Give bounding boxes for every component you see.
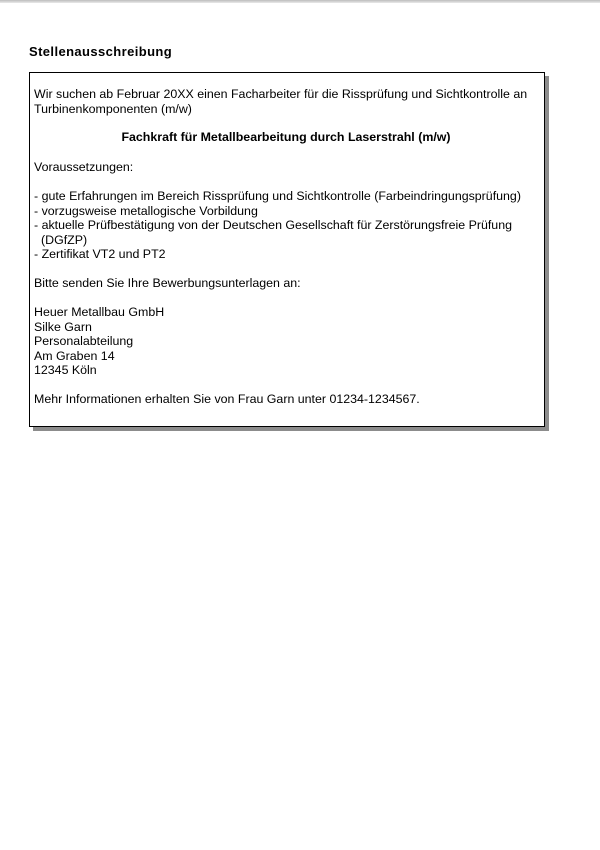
address-city: 12345 Köln — [34, 363, 97, 377]
address-company: Heuer Metallbau GmbH — [34, 305, 165, 319]
job-ad-box — [29, 72, 545, 427]
requirement-item: - vorzugsweise metallogische Vorbildung — [34, 203, 258, 218]
job-title: Fachkraft für Metallbearbeitung durch Laserstrahl (m/w) — [121, 130, 451, 144]
requirement-item: - aktuelle Prüfbestätigung von der Deutschen Gesellschaft für Zerstörungsfreie Prüfung — [34, 218, 512, 232]
requirement-item: - Zertifikat VT2 und PT2 — [34, 247, 166, 261]
requirement-item: - gute Erfahrungen im Bereich Rissprüfung und Sichtkontrolle (Farbeindringungsprüfung) — [34, 189, 521, 203]
address-contact: Silke Garn — [34, 319, 92, 334]
send-application-label: Bitte senden Sie Ihre Bewerbungsunterlagen an: — [34, 275, 301, 290]
address-street: Am Graben 14 — [34, 348, 115, 363]
address-department: Personalabteilung — [34, 334, 134, 348]
requirements-label: Voraussetzungen: — [34, 159, 134, 174]
page-top-edge — [0, 0, 600, 3]
requirement-item-continuation: (DGfZP) — [41, 232, 88, 247]
address-block — [34, 305, 538, 378]
requirements-list — [34, 189, 538, 262]
document-heading: Stellenausschreibung — [29, 44, 173, 59]
closing-text: Mehr Informationen erhalten Sie von Frau Garn unter 01234-1234567. — [34, 391, 420, 406]
intro-text: Wir suchen ab Februar 20XX einen Facharbeiter für die Rissprüfung und Sichtkontrolle an Turbinenkomponenten (m/w) — [34, 87, 528, 116]
